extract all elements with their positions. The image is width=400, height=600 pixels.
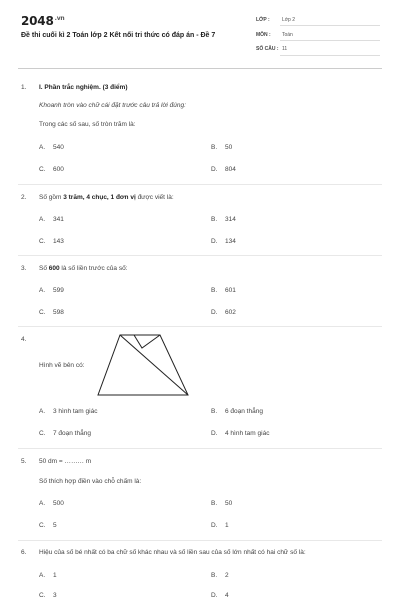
option-b[interactable] (211, 572, 229, 579)
header-divider (18, 68, 382, 69)
inner-v-segments (134, 335, 160, 348)
option-text: 540 (53, 144, 64, 151)
instruction-text: Khoanh tròn vào chữ cái đặt trước câu trả lời đúng: (39, 102, 186, 109)
question-text-bold: 3 trăm, 4 chục, 1 đơn vị (63, 194, 136, 201)
option-text: 602 (225, 309, 236, 316)
option-a[interactable] (39, 144, 64, 151)
exam-title: Đề thi cuối kì 2 Toán lớp 2 Kết nối tri thức có đáp án - Đề 7 (21, 32, 216, 39)
question-divider (18, 540, 382, 541)
option-b[interactable] (211, 408, 263, 415)
section-heading (39, 84, 128, 91)
option-letter: C. (39, 522, 46, 529)
question-divider (18, 184, 382, 185)
option-letter: C. (39, 592, 46, 599)
meta-divider (280, 25, 380, 26)
option-c[interactable] (39, 309, 64, 316)
option-text: 600 (53, 166, 64, 173)
option-letter: B. (211, 408, 218, 415)
option-c[interactable] (39, 238, 64, 245)
question-text-bold: 600 (48, 265, 60, 272)
question-number: 5. (21, 458, 27, 465)
logo-suffix: .vn (54, 15, 65, 22)
option-text: 601 (225, 287, 236, 294)
option-d[interactable] (211, 430, 269, 437)
option-text: 143 (53, 238, 64, 245)
question-text: 50 dm = ……… m (39, 458, 92, 465)
question-number: 4. (21, 336, 27, 343)
option-text: 6 đoạn thẳng (225, 408, 263, 415)
meta-class-label: LỚP : (256, 17, 270, 23)
question-number: 1. (21, 84, 27, 91)
option-letter: D. (211, 522, 218, 529)
option-letter: C. (39, 430, 46, 437)
option-letter: A. (39, 216, 46, 223)
meta-divider (280, 40, 380, 41)
question-text-part: Số (39, 265, 49, 272)
option-letter: D. (211, 238, 218, 245)
question-text-part: là số liền trước của số: (59, 265, 128, 272)
option-text: 314 (225, 216, 236, 223)
option-letter: A. (39, 408, 46, 415)
option-letter: B. (211, 500, 218, 507)
option-text: 50 (225, 500, 233, 507)
option-b[interactable] (211, 216, 236, 223)
option-letter: B. (211, 216, 218, 223)
question-number: 6. (21, 549, 27, 556)
option-c[interactable] (39, 522, 57, 529)
logo-text: 2048 (21, 14, 54, 28)
option-d[interactable] (211, 522, 229, 529)
meta-count-label: SỐ CÂU : (256, 46, 279, 52)
option-d[interactable] (211, 309, 236, 316)
question-divider (18, 255, 382, 256)
option-text: 5 (53, 522, 57, 529)
option-letter: D. (211, 430, 218, 437)
diagonal-segment (120, 335, 188, 395)
option-text: 1 (225, 522, 229, 529)
option-letter: D. (211, 166, 218, 173)
option-b[interactable] (211, 144, 232, 151)
option-text: 4 hình tam giác (225, 430, 270, 437)
question-number: 3. (21, 265, 27, 272)
question-text: Hình vẽ bên có: (39, 362, 85, 369)
question-subtext: Số thích hợp điền vào chỗ chấm là: (39, 478, 142, 485)
site-logo[interactable] (21, 14, 64, 28)
option-letter: A. (39, 500, 46, 507)
option-text: 599 (53, 287, 64, 294)
option-text: 134 (225, 238, 236, 245)
option-letter: C. (39, 166, 46, 173)
option-letter: B. (211, 144, 218, 151)
option-a[interactable] (39, 216, 64, 223)
trapezoid-figure (96, 334, 190, 398)
option-c[interactable] (39, 592, 57, 599)
question-text-part: Số gồm (39, 194, 64, 201)
option-a[interactable] (39, 287, 64, 294)
option-text: 2 (225, 572, 229, 579)
trapezoid-outline (98, 335, 188, 395)
option-letter: D. (211, 592, 218, 599)
option-text: 1 (53, 572, 57, 579)
option-text: 4 (225, 592, 229, 599)
question-divider (18, 448, 382, 449)
meta-count-value: 11 (282, 46, 288, 52)
meta-divider (280, 55, 380, 56)
option-c[interactable] (39, 166, 64, 173)
option-letter: C. (39, 309, 46, 316)
question-text (39, 265, 128, 272)
option-a[interactable] (39, 572, 57, 579)
option-text: 598 (53, 309, 64, 316)
option-letter: A. (39, 572, 46, 579)
option-text: 7 đoạn thẳng (53, 430, 91, 437)
option-d[interactable] (211, 238, 236, 245)
option-letter: B. (211, 287, 218, 294)
meta-subject-label: MÔN : (256, 32, 271, 38)
meta-subject-value: Toán (282, 32, 293, 38)
option-d[interactable] (211, 592, 229, 599)
option-letter: D. (211, 309, 218, 316)
question-text: Trong các số sau, số tròn trăm là: (39, 121, 136, 128)
option-text: 50 (225, 144, 233, 151)
option-letter: A. (39, 287, 46, 294)
option-text: 804 (225, 166, 236, 173)
question-text-part: được viết là: (135, 194, 174, 201)
option-letter: B. (211, 572, 218, 579)
meta-class-value: Lớp 2 (282, 17, 296, 23)
question-number: 2. (21, 194, 27, 201)
option-letter: A. (39, 144, 46, 151)
question-text (39, 194, 174, 201)
option-text: 500 (53, 500, 64, 507)
option-letter: C. (39, 238, 46, 245)
option-c[interactable] (39, 430, 91, 437)
option-b[interactable] (211, 500, 232, 507)
question-text: Hiệu của số bé nhất có ba chữ số khác nhau và số liền sau của số lớn nhất có hai chữ số là: (39, 549, 306, 556)
option-a[interactable] (39, 408, 97, 415)
option-text: 341 (53, 216, 64, 223)
option-text: 3 (53, 592, 57, 599)
page-header (0, 0, 400, 66)
section-heading-text: I. Phần trắc nghiệm. (3 điểm) (39, 84, 128, 91)
option-d[interactable] (211, 166, 236, 173)
option-a[interactable] (39, 500, 64, 507)
option-text: 3 hình tam giác (53, 408, 98, 415)
option-b[interactable] (211, 287, 236, 294)
question-divider (18, 326, 382, 327)
